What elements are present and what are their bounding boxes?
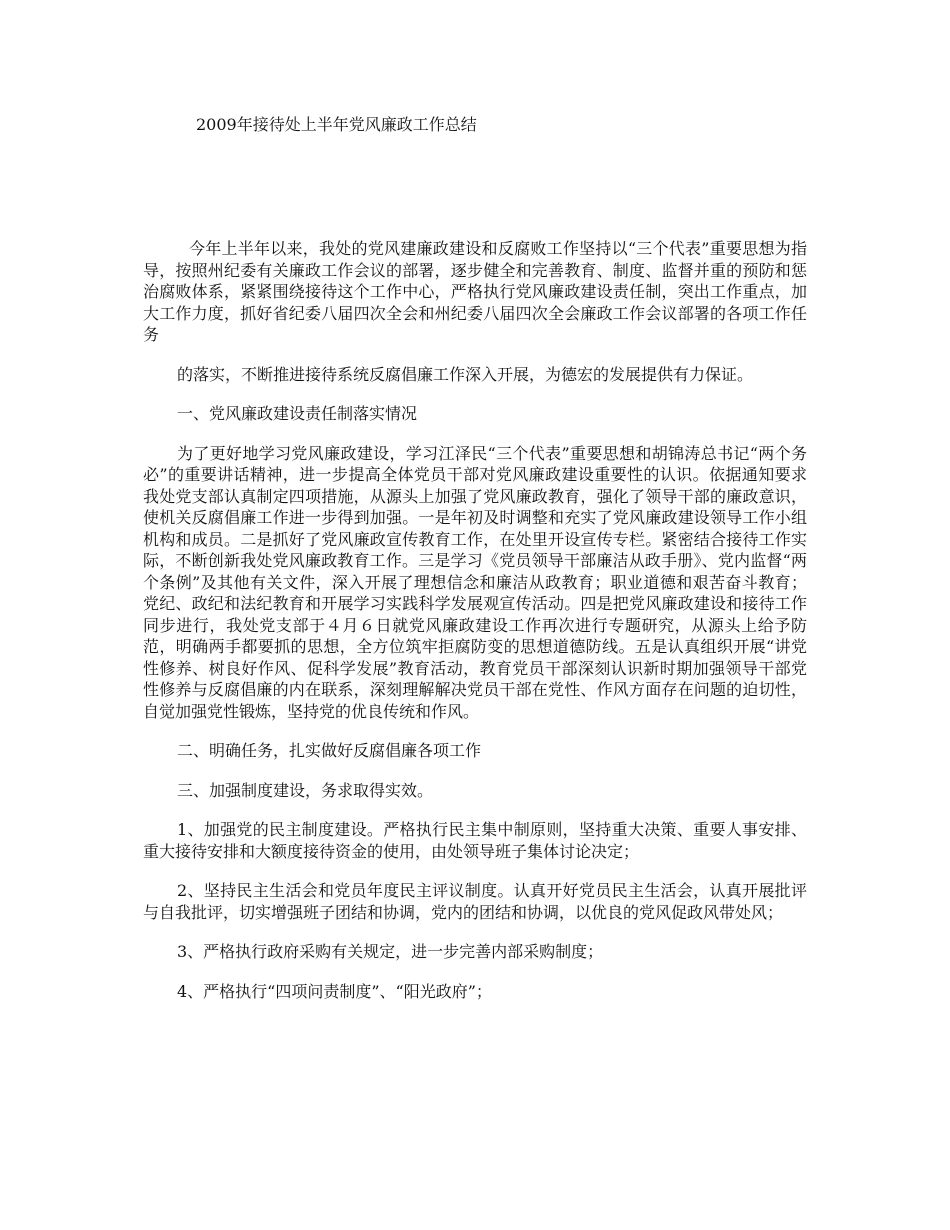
document-body [143,238,807,1020]
section-heading-2: 二、明确任务，扎实做好反腐倡廉各项工作 [177,741,482,760]
list-item-2: 2、坚持民主生活会和党员年度民主评议制度。认真开好党员民主生活会，认真开展批评与自我批评，切实增强班子团结和协调，党内的团结和协调，以优良的党风促政风带处风； [143,881,807,922]
section-heading-3: 三、加强制度建设，务求取得实效。 [177,780,434,800]
document-title: 2009年接待处上半年党风廉政工作总结 [196,115,477,134]
list-item-3: 3、严格执行政府采购有关规定，进一步完善内部采购制度； [177,942,604,961]
paragraph-intro-continued: 的落实，不断推进接待系统反腐倡廉工作深入开展，为德宏的发展提供有力保证。 [177,364,754,384]
section-heading-1: 一、党风廉政建设责任制落实情况 [177,404,418,423]
list-item-4: 4、严格执行“四项问责制度”、“阳光政府”； [177,981,492,1001]
list-item-1: 1、加强党的民主制度建设。严格执行民主集中制原则，坚持重大决策、重要人事安排、重大接待安排和大额度接待资金的使用，由处领导班子集体讨论决定； [143,820,807,861]
paragraph-section-1: 为了更好地学习党风廉政建设，学习江泽民“三个代表”重要思想和胡锦涛总书记“两个务必”的重要讲话精神，进一步提高全体党员干部对党风廉政建设重要性的认识。依据通知要求我处党支部认真制定四项措施，从源头上加强了党风廉政教育，强化了领导干部的廉政意识，使机关反腐倡廉工作进一步得到加强。一是年初及时调整和充实了党风廉政建设领导工作小组机构和成员。二是抓好了党风廉政宣传教育工作，在处里开设宣传专栏。紧密结合接待工作实际，不断创新我处党风廉政教育工作。三是学习《党员领导干部廉洁从政手册》、党内监督“两个条例”及其他有关文件，深入开展了理想信念和廉洁从政教育；职业道德和艰苦奋斗教育；党纪、政纪和法纪教育和开展学习实践科学发展观宣传活动。四是把党风廉政建设和接待工作同步进行，我处党支部于４月６日就党风廉政建设工作再次进行专题研究，从源头上给予防范，明确两手都要抓的思想，全方位筑牢拒腐防变的思想道德防线。五是认真组织开展“讲党性修养、树良好作风、促科学发展”教育活动，教育党员干部深刻认识新时期加强领导干部党性修养与反腐倡廉的内在联系，深刻理解解决党员干部在党性、作风方面存在问题的迫切性，自觉加强党性锻炼，坚持党的优良传统和作风。 [143,443,807,721]
paragraph-intro: 今年上半年以来，我处的党风建廉政建设和反腐败工作坚持以“三个代表”重要思想为指导，按照州纪委有关廉政工作会议的部署，逐步健全和完善教育、制度、监督并重的预防和惩治腐败体系，紧紧围绕接待这个工作中心，严格执行党风廉政建设责任制，突出工作重点，加大工作力度，抓好省纪委八届四次全会和州纪委八届四次全会廉政工作会议部署的各项工作任务 [143,239,807,344]
